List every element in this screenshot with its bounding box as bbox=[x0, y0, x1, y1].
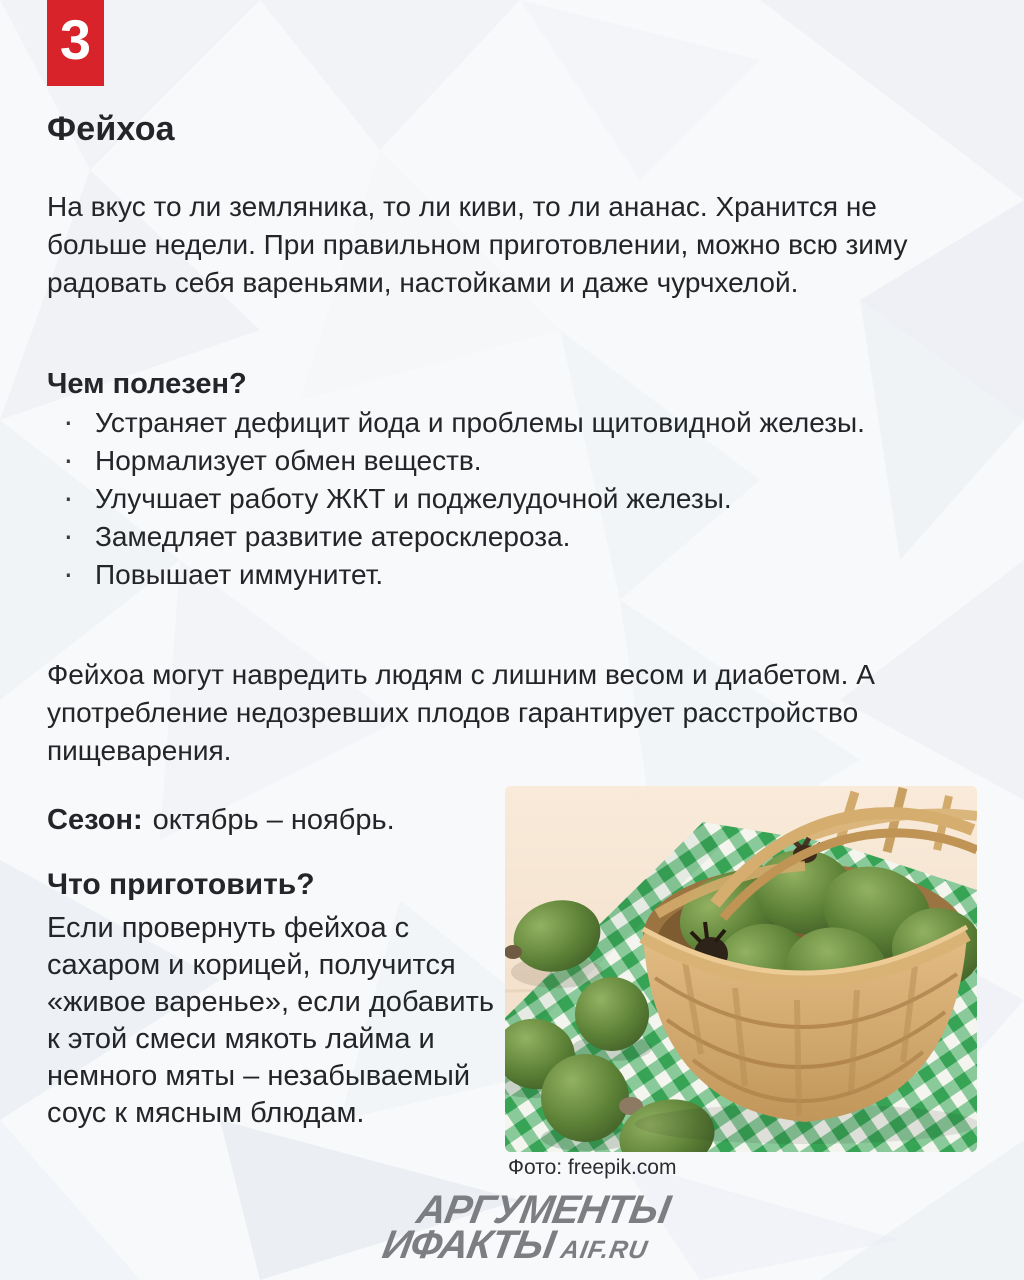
benefit-item: · Повышает иммунитет. bbox=[47, 556, 957, 594]
aif-logo-suffix: AIF.RU bbox=[558, 1235, 651, 1264]
warning-paragraph: Фейхоа могут навредить людям с лишним весом и диабетом. А употребление недозревших плодов гарантирует расстройство пищеварения. bbox=[47, 659, 875, 766]
benefit-item: · Замедляет развитие атеросклероза. bbox=[47, 518, 957, 556]
intro-paragraph: На вкус то ли земляника, то ли киви, то ли ананас. Хранится не больше недели. При правильном приготовлении, можно всю зиму радовать себя вареньями, настойками и даже чурчхелой. bbox=[47, 191, 908, 298]
page-title: Фейхоа bbox=[47, 110, 175, 148]
photo-caption: Фото: freepik.com bbox=[508, 1156, 677, 1179]
feijoa-photo bbox=[505, 786, 977, 1152]
benefit-item: · Устраняет дефицит йода и проблемы щитовидной железы. bbox=[47, 404, 957, 442]
benefit-item: · Нормализует обмен веществ. bbox=[47, 442, 957, 480]
aif-logo-line1: АРГУМЕНТЫ bbox=[413, 1188, 673, 1232]
benefits-list bbox=[47, 404, 957, 594]
season-label: Сезон: bbox=[47, 804, 143, 836]
season-line bbox=[47, 804, 395, 837]
feijoa-photo-illustration bbox=[505, 786, 977, 1152]
recipe-heading: Что приготовить? bbox=[47, 868, 315, 901]
benefit-item: · Улучшает работу ЖКТ и поджелудочной железы. bbox=[47, 480, 957, 518]
aif-logo-line2: ИФАКТЫ bbox=[379, 1222, 558, 1267]
season-value: октябрь – ноябрь. bbox=[152, 804, 395, 836]
aif-logo bbox=[379, 1188, 673, 1267]
badge-number: 3 bbox=[59, 8, 92, 71]
benefits-heading: Чем полезен? bbox=[47, 368, 247, 400]
number-badge bbox=[47, 0, 104, 86]
recipe-paragraph: Если провернуть фейхоа с сахаром и корицей, получится «живое варенье», если добавить к этой смеси мякоть лайма и немного мяты – незабываемый соус к мясным блюдам. bbox=[47, 912, 495, 1129]
